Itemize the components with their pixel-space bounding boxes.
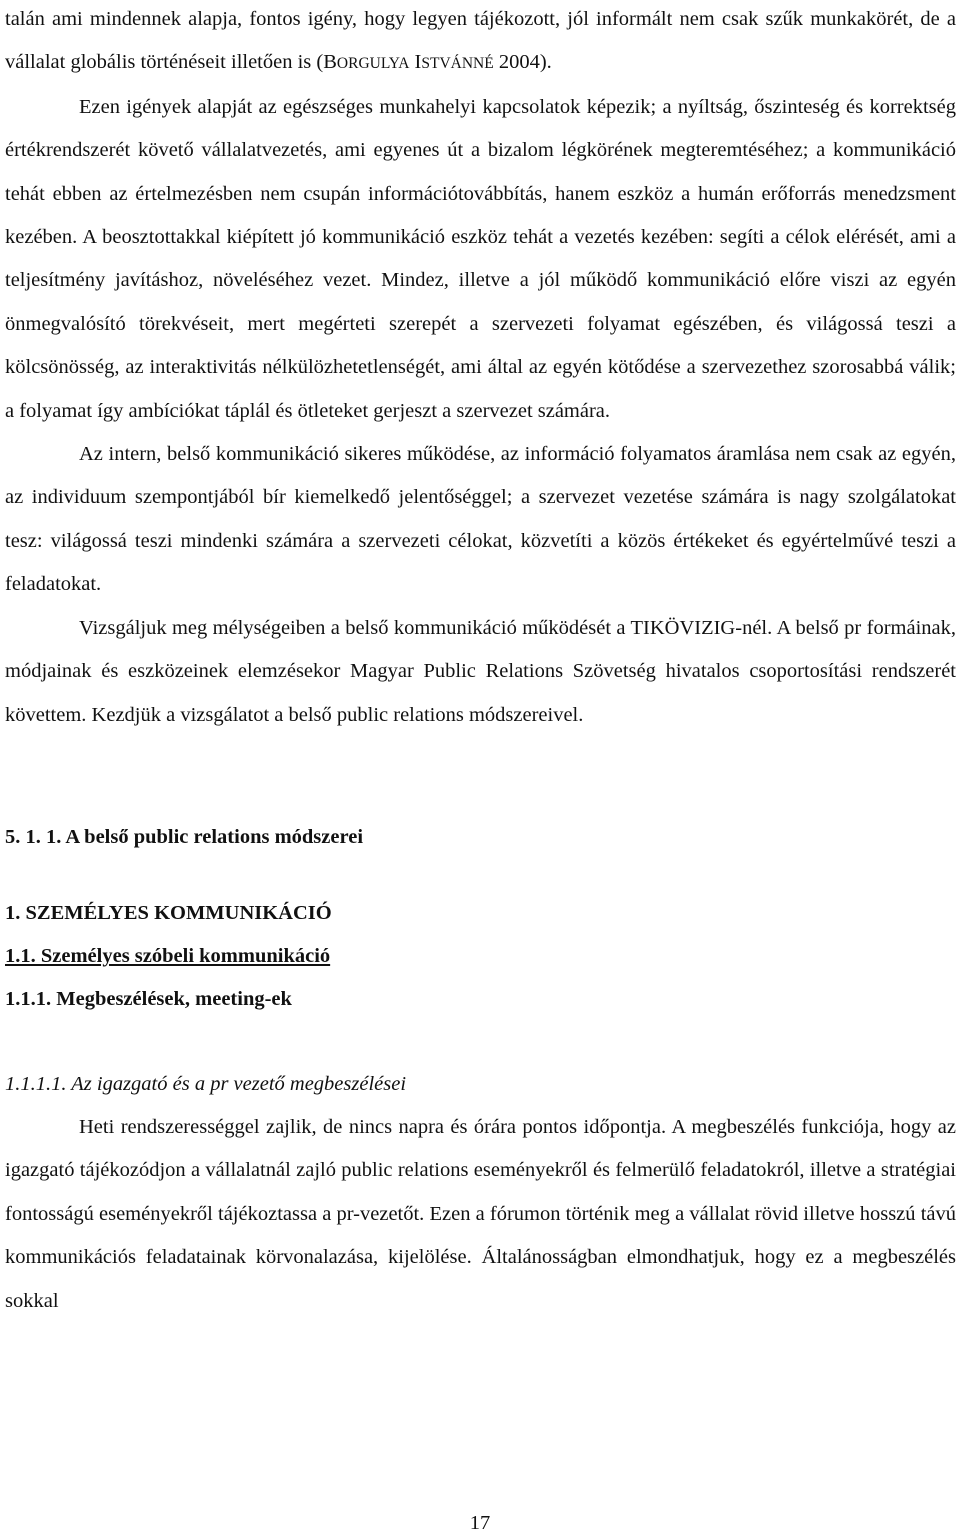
heading-personal-oral-communication: 1.1. Személyes szóbeli kommunikáció xyxy=(5,944,331,967)
spacer xyxy=(5,859,956,892)
paragraph-examination: Vizsgáljuk meg mélységeiben a belső kommunikáció működését a TIKÖVIZIG-nél. A belső pr formáinak, módjainak és eszközeinek elemzésekor Magyar Public Relations Szövetség hivatalos csoportosítási rendszerét követtem. Kezdjük a vizsgálatot a belső public relations módszereivel. xyxy=(5,616,956,726)
heading-director-pr-meetings: 1.1.1.1. Az igazgató és a pr vezető megbeszélései xyxy=(5,1072,407,1095)
paragraph-internal-communication: Az intern, belső kommunikáció sikeres működése, az információ folyamatos áramlása nem csak az egyén, az individuum szempontjából bír kiemelkedő jelentőséggel; a szervezet vezetése számára is nagy szolgálatokat tesz: világossá teszi mindenki számára a szervezeti célokat, közvetíti a közös értékeket és egyértelművé teszi a feladatokat. xyxy=(5,443,956,596)
author-initial-2: I xyxy=(409,51,422,74)
citation-year: 2004). xyxy=(493,51,552,74)
author-name-smallcaps-1: ORGULYA xyxy=(336,55,410,73)
author-name-smallcaps-2: STVÁNNÉ xyxy=(421,55,494,73)
paragraph-continuation xyxy=(5,0,956,86)
spacer xyxy=(5,737,956,816)
section-heading: 5. 1. 1. A belső public relations módszerei xyxy=(5,825,364,848)
paragraph-communication-basis: Ezen igények alapját az egészséges munkahelyi kapcsolatok képezik; a nyíltság, őszinteség és korrektség értékrendszerét követő vállalatvezetés, ami egyenes út a bizalom légkörének megteremtéséhez; a kommunikáció tehát ebben az értelmezésben nem csupán információtovábbítás, hanem eszköz a humán erőforrás menedzsment kezében. A beosztottakkal kiépített jó kommunikáció eszköz tehát a vezetés kezében: segíti a célok elérését, ami a teljesítmény javításhoz, növeléséhez vezet. Mindez, illetve a jól működő kommunikáció előre viszi az egyén önmegvalósító törekvéseit, mert megérteti szerepét a szervezeti folyamat egészében, és világossá teszi a kölcsönösség, az interaktivitás nélkülözhetetlenségét, ami által az egyén kötődése a szervezethez szorosabbá válik; a folyamat így ambíciókat táplál és ötleteket gerjeszt a szervezet számára. xyxy=(5,95,956,422)
spacer xyxy=(5,1021,956,1063)
page-number: 17 xyxy=(469,1512,491,1534)
paragraph-continuation-text: talán ami mindennek alapja, fontos igény, hogy legyen tájékozott, jól informált nem csak szűk munkakörét, de a vállalat globális történéseit illetően is (B xyxy=(5,8,956,74)
paragraph-weekly-meetings: Heti rendszerességgel zajlik, de nincs napra és órára pontos időpontja. A megbeszélés funkciója, hogy az igazgató tájékozódjon a vállalatnál zajló public relations eseményekről és felmerülő feladatokról, illetve a stratégiai fontosságú eseményekről tájékoztassa a pr-vezetőt. Ezen a fórumon történik meg a vállalat rövid illetve hosszú távú kommunikációs feladatainak körvonalazása, kijelölése. Általánosságban elmondhatjuk, hogy ez a megbeszélés sokkal xyxy=(5,1115,956,1312)
heading-personal-communication: 1. SZEMÉLYES KOMMUNIKÁCIÓ xyxy=(5,901,332,924)
document-page xyxy=(5,0,956,1323)
heading-meetings: 1.1.1. Megbeszélések, meeting-ek xyxy=(5,987,292,1010)
